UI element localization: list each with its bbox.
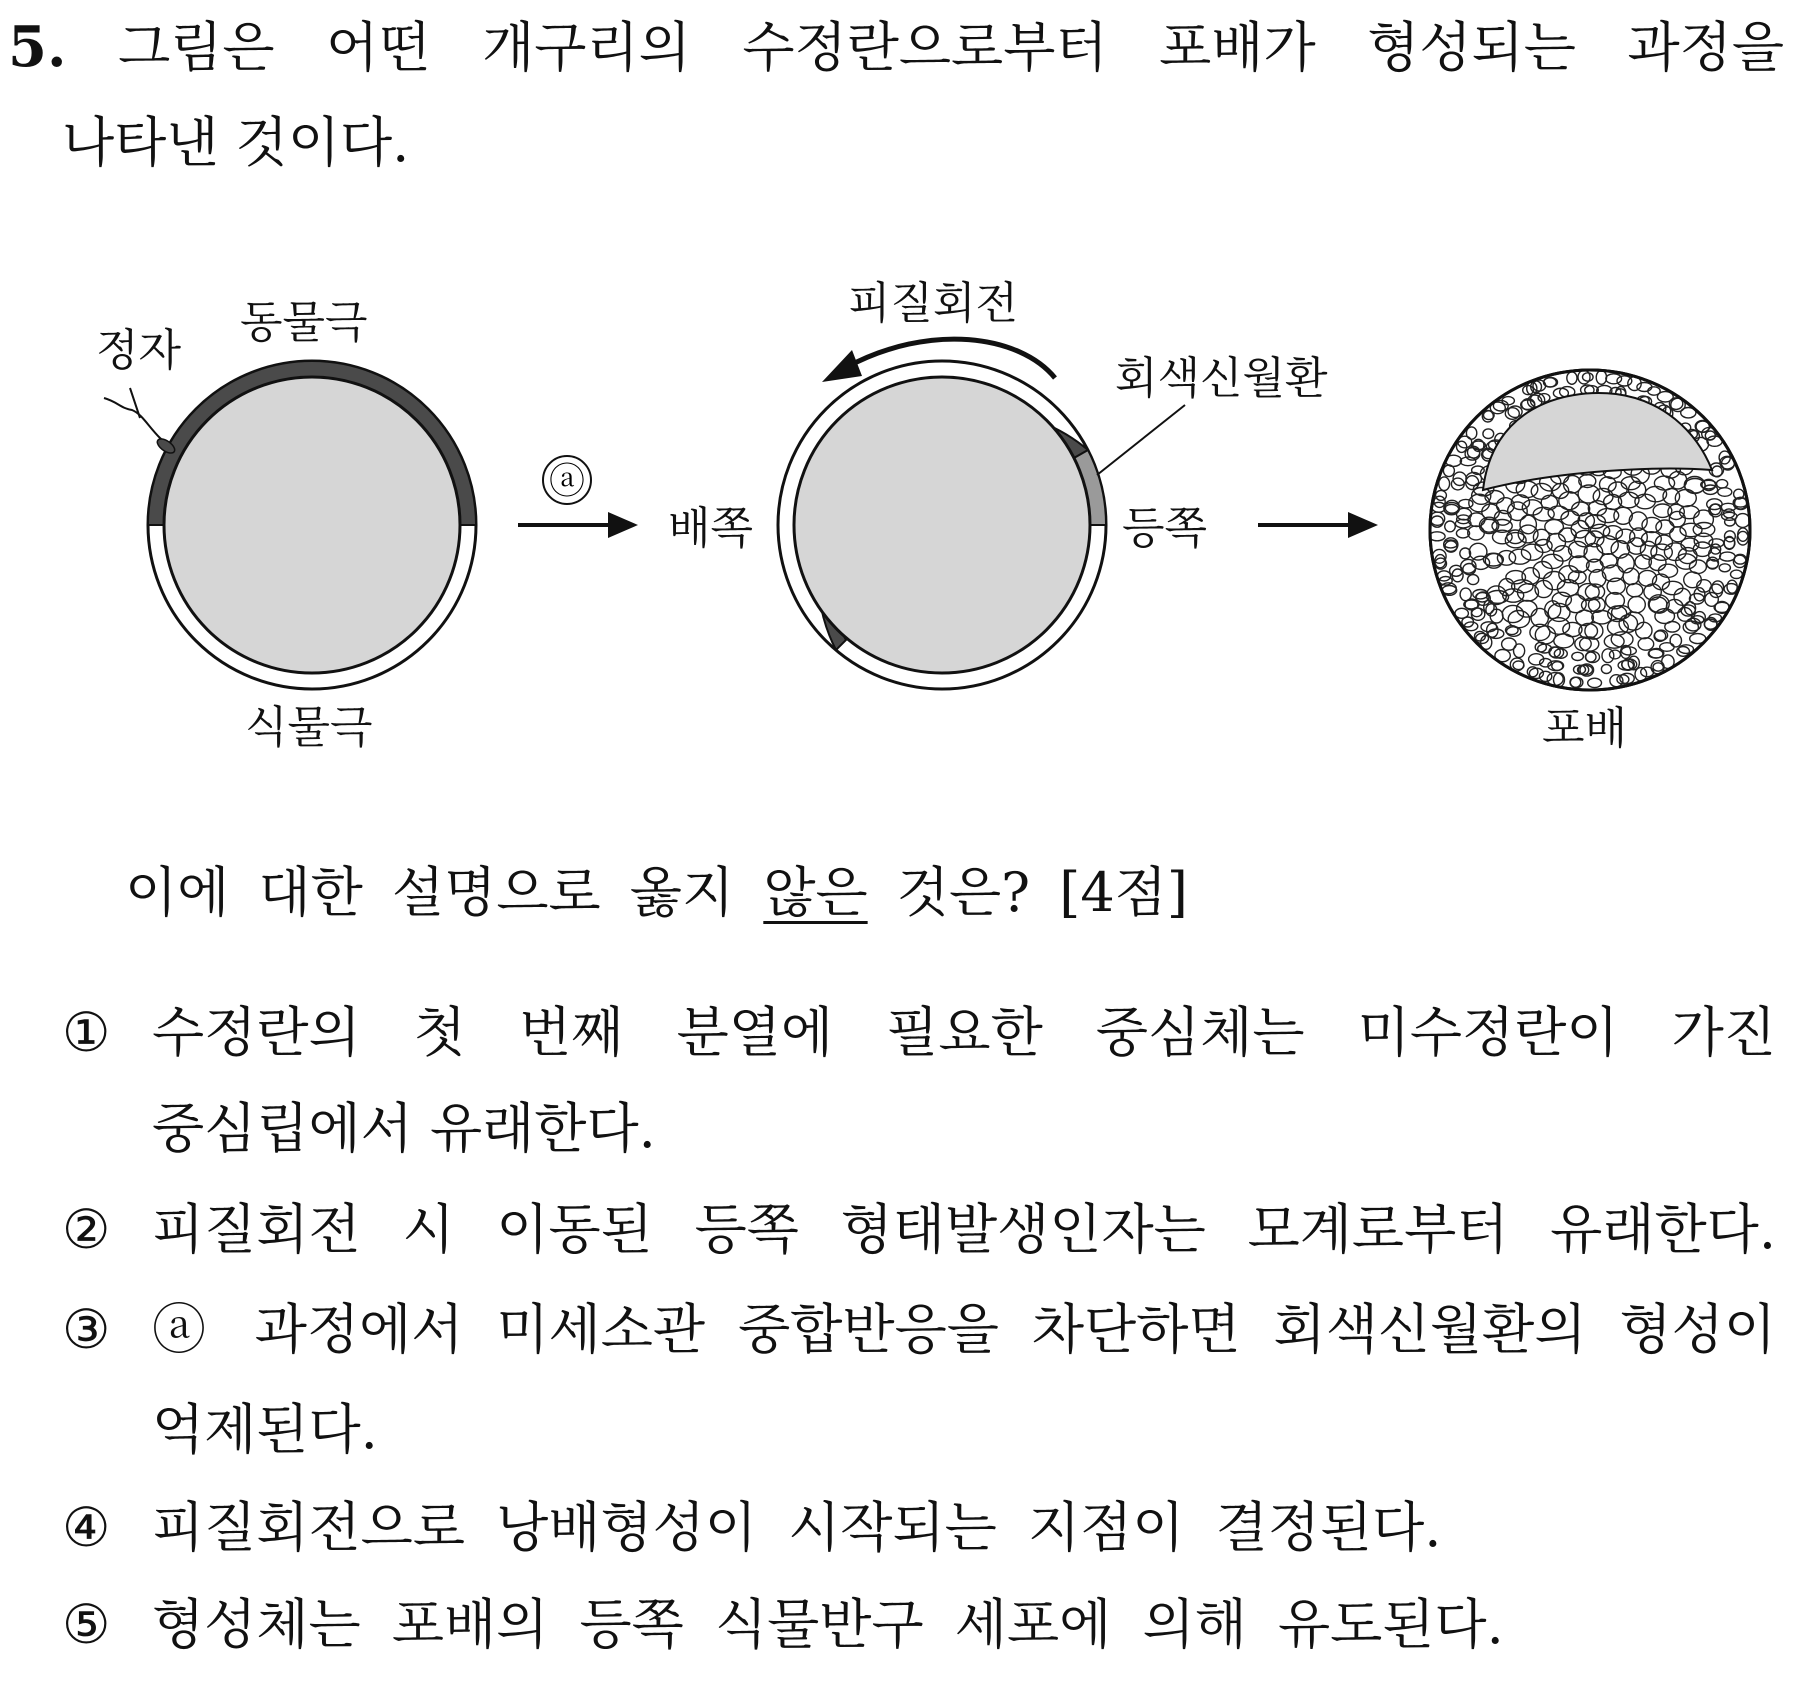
stem-text-after: 것은? [4점] <box>896 861 1188 924</box>
step-a-label: ⓐ <box>548 461 586 502</box>
question-intro-line-1 <box>8 12 1784 83</box>
sperm-icon <box>104 388 177 456</box>
option-3-mark: ③ <box>62 1298 111 1361</box>
blastula-label: 포배 <box>1542 703 1628 754</box>
gray-crescent-label: 회색신월환 <box>1115 353 1328 404</box>
to-blastula-arrow <box>1258 512 1378 538</box>
option-4-mark: ④ <box>62 1496 111 1559</box>
dorsal-label: 등쪽 <box>1122 503 1208 554</box>
animal-pole-label: 동물극 <box>240 297 368 348</box>
question-stem <box>125 858 1188 928</box>
vegetal-pole-label: 식물극 <box>245 702 373 753</box>
option-1-line-1: 수정란의 첫 번째 분열에 필요한 중심체는 미수정란이 가진 <box>152 1001 1776 1064</box>
option-2-mark: ② <box>62 1198 111 1261</box>
arrow2-head-icon <box>1348 512 1378 538</box>
fertilized-egg <box>148 361 476 689</box>
egg2-cytoplasm <box>794 377 1090 673</box>
question-intro-line-2: 나타낸 것이다. <box>62 111 410 174</box>
ventral-label: 배쪽 <box>668 503 754 554</box>
sperm-label: 정자 <box>96 325 182 376</box>
option-3-line-1: ⓐ 과정에서 미세소관 중합반응을 차단하면 회색신월환의 형성이 <box>152 1298 1776 1361</box>
option-1-mark: ① <box>62 1001 111 1064</box>
embryo-development-figure <box>0 240 1806 800</box>
question-intro-text: 그림은 어떤 개구리의 수정란으로부터 포배가 형성되는 과정을 <box>118 16 1784 79</box>
question-number: 5. <box>8 14 67 80</box>
option-3-line-2: 억제된다. <box>152 1398 378 1461</box>
option-4-line-1: 피질회전으로 낭배형성이 시작되는 지점이 결정된다. <box>152 1496 1442 1559</box>
egg-cytoplasm <box>164 377 460 673</box>
rotated-egg <box>778 361 1106 689</box>
gray-crescent-leader-line <box>1097 405 1185 475</box>
option-5-mark: ⑤ <box>62 1593 111 1656</box>
option-1-line-2: 중심립에서 유래한다. <box>152 1097 656 1160</box>
step-a-arrow <box>518 456 638 538</box>
option-2-line-1: 피질회전 시 이동된 등쪽 형태발생인자는 모계로부터 유래한다. <box>152 1198 1776 1261</box>
stem-underlined-word: 않은 <box>763 861 868 924</box>
option-5-line-1: 형성체는 포배의 등쪽 식물반구 세포에 의해 유도된다. <box>152 1593 1504 1656</box>
stem-text-before: 이에 대한 설명으로 옳지 <box>125 861 735 924</box>
blastula-drawing <box>1429 370 1750 690</box>
arrow-head-icon <box>608 512 638 538</box>
cortical-rotation-label: 피질회전 <box>848 278 1019 329</box>
rotation-arrow-head-icon <box>822 350 862 382</box>
